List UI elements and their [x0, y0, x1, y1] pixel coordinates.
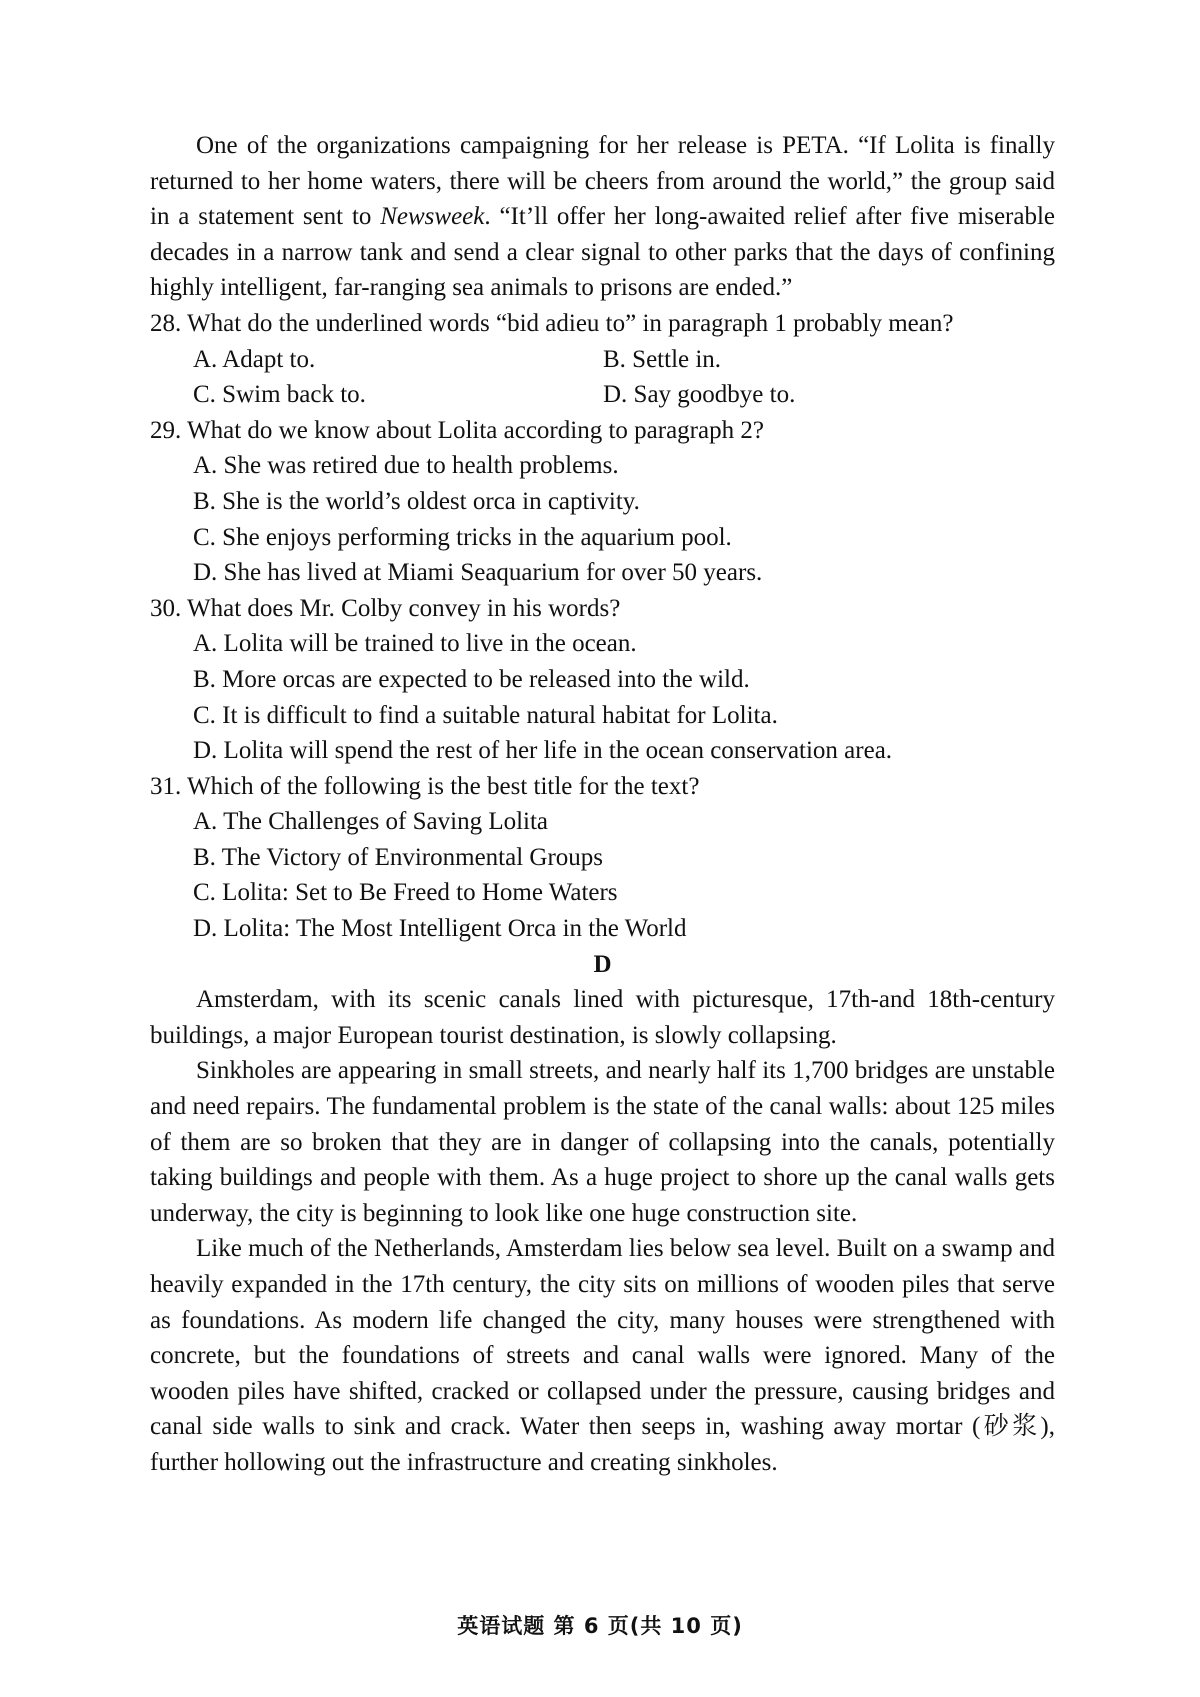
question-28 [150, 306, 1055, 413]
option-a[interactable]: A. Lolita will be trained to live in the ocean. [193, 630, 637, 658]
question-stem: 29. What do we know about Lolita according to paragraph 2? [150, 416, 764, 444]
options-row [193, 377, 1055, 413]
question-stem: 28. What do the underlined words “bid adieu to” in paragraph 1 probably mean? [150, 309, 954, 337]
passage-c-final-paragraph [150, 128, 1055, 306]
option-d[interactable]: D. She has lived at Miami Seaquarium for over 50 years. [193, 559, 763, 587]
options-list [193, 448, 1055, 590]
question-30 [150, 591, 1055, 769]
options-list [193, 804, 1055, 946]
options-list [193, 626, 1055, 768]
option-c[interactable]: C. She enjoys performing tricks in the aquarium pool. [193, 523, 732, 551]
question-stem: 30. What does Mr. Colby convey in his words? [150, 594, 621, 622]
option-c[interactable]: C. Lolita: Set to Be Freed to Home Waters [193, 879, 618, 907]
exam-page-body [150, 128, 1055, 1481]
option-a[interactable]: A. Adapt to. [193, 345, 316, 373]
option-c[interactable]: C. It is difficult to find a suitable natural habitat for Lolita. [193, 701, 778, 729]
options-row [193, 342, 1055, 378]
section-heading-d: D [593, 950, 612, 978]
passage-d-paragraph-2: Sinkholes are appearing in small streets, and nearly half its 1,700 bridges are unstable and need repairs. The fundamental problem is the state of the canal walls: about 125 miles of them are so broken that they are in danger of collapsing into the canals, potentially taking buildings and people with them. As a huge project to shore up the canal walls gets underway, the city is beginning to look like one huge construction site. [150, 1057, 1055, 1227]
paragraph-text-end: . “It’ll offer her long-awaited relief after five miserable decades in a narrow tank and send a clear signal to other parks that the days of confining highly intelligent, far-ranging sea animals to prisons are ended.” [150, 203, 1055, 302]
option-b[interactable]: B. The Victory of Environmental Groups [193, 843, 604, 871]
option-a[interactable]: A. She was retired due to health problems. [193, 452, 619, 480]
option-b[interactable]: B. She is the world’s oldest orca in captivity. [193, 487, 640, 515]
magazine-name: Newsweek [380, 203, 485, 231]
question-stem: 31. Which of the following is the best title for the text? [150, 772, 700, 800]
option-d[interactable]: D. Say goodbye to. [603, 381, 796, 409]
question-31 [150, 769, 1055, 947]
option-c[interactable]: C. Swim back to. [193, 381, 366, 409]
option-d[interactable]: D. Lolita: The Most Intelligent Orca in the World [193, 915, 687, 943]
question-29 [150, 413, 1055, 591]
passage-d-paragraph-3: Like much of the Netherlands, Amsterdam lies below sea level. Built on a swamp and heavily expanded in the 17th century, the city sits on millions of wooden piles that serve as foundations. As modern life changed the city, many houses were strengthened with concrete, but the foundations of streets and canal walls were ignored. Many of the wooden piles have shifted, cracked or collapsed under the pressure, causing bridges and canal side walls to sink and crack. Water then seeps in, washing away mortar (砂浆), further hollowing out the infrastructure and creating sinkholes. [150, 1235, 1055, 1476]
option-a[interactable]: A. The Challenges of Saving Lolita [193, 808, 549, 836]
option-b[interactable]: B. More orcas are expected to be released into the wild. [193, 665, 750, 693]
option-b[interactable]: B. Settle in. [603, 345, 722, 373]
paragraph-text-start: One of the organizations campaigning for her release is PETA. “If Lolita is finally returned to her home waters, there will be cheers from around the world,” the group said in a statement sent to [150, 132, 1055, 231]
option-d[interactable]: D. Lolita will spend the rest of her life in the ocean conservation area. [193, 737, 893, 765]
page-footer: 英语试题 第 6 页(共 10 页) [457, 1614, 743, 1638]
passage-d-paragraph-1: Amsterdam, with its scenic canals lined with picturesque, 17th-and 18th-century buildings, a major European tourist destination, is slowly collapsing. [150, 986, 1055, 1049]
options-list [193, 342, 1055, 413]
